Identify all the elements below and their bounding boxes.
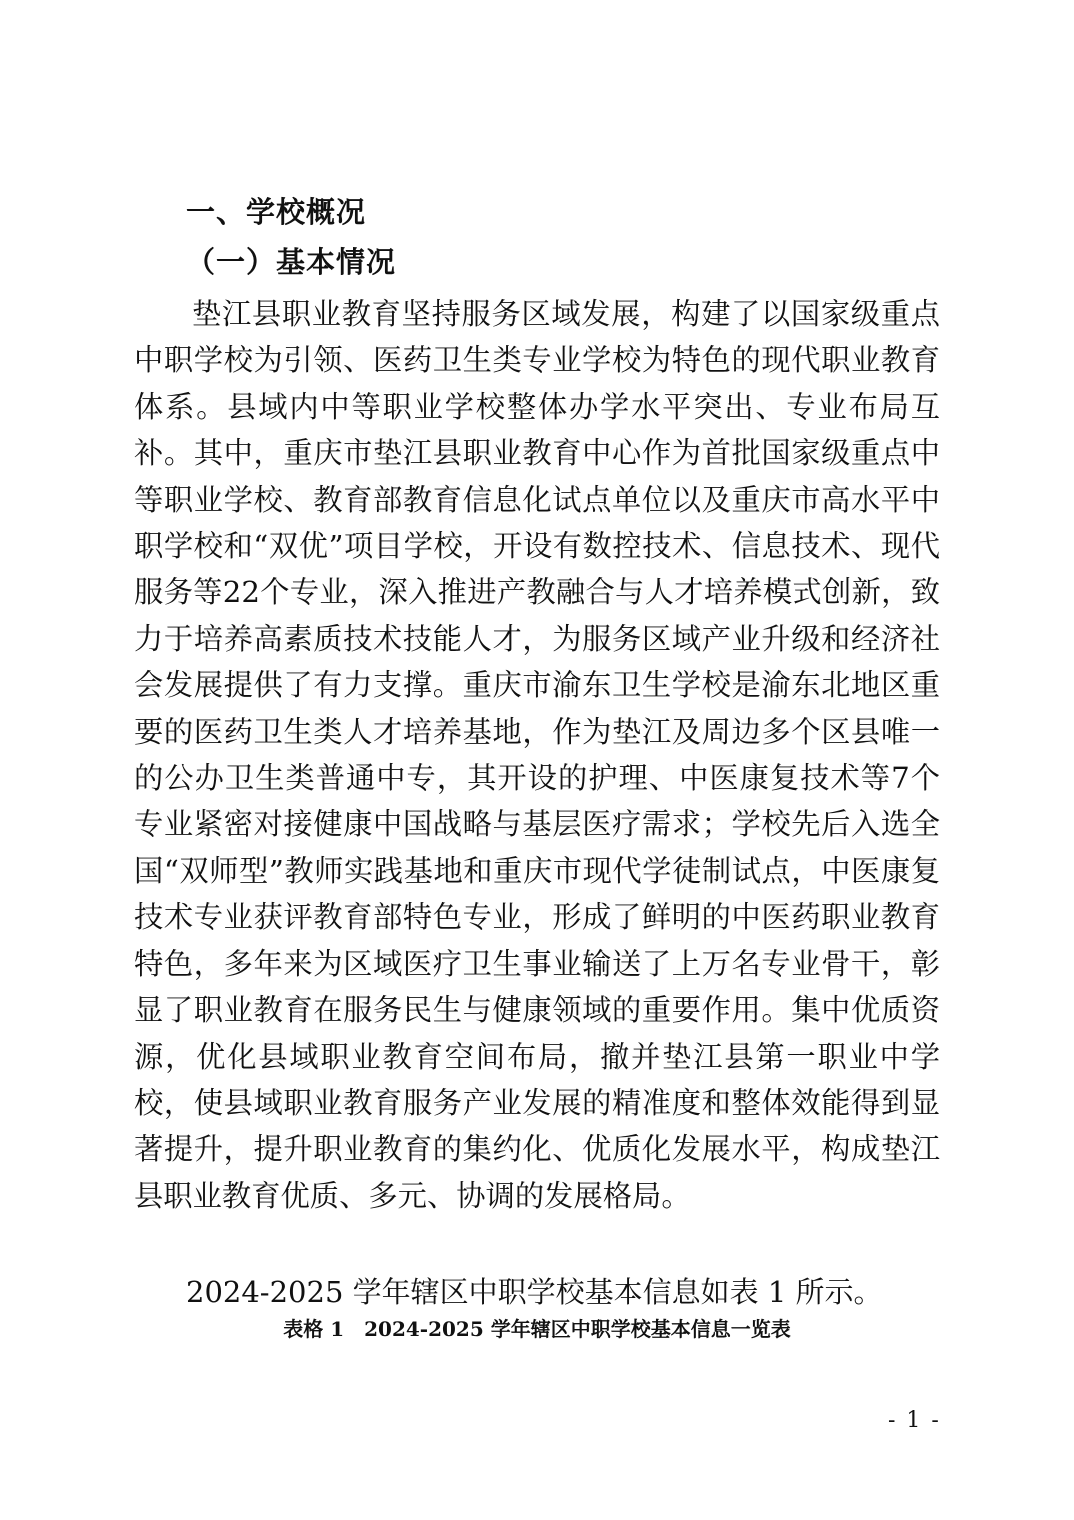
table-intro-sentence: 2024-2025 学年辖区中职学校基本信息如表 1 所示。 <box>186 1275 883 1309</box>
subsection-heading: （一）基本情况 <box>186 245 397 279</box>
table-caption: 表格 1 2024-2025 学年辖区中职学校基本信息一览表 <box>283 1317 791 1341</box>
page-number: - 1 - <box>888 1408 941 1433</box>
section-heading: 一、学校概况 <box>186 195 367 229</box>
body-paragraph: 垫江县职业教育坚持服务区域发展，构建了以国家级重点中职学校为引领、医药卫生类专业学校为特色的现代职业教育体系。县域内中等职业学校整体办学水平突出、专业布局互补。其中，重庆市垫江县职业教育中心作为首批国家级重点中等职业学校、教育部教育信息化试点单位以及重庆市高水平中职学校和“双优”项目学校，开设有数控技术、信息技术、现代服务等22个专业，深入推进产教融合与人才培养模式创新，致力于培养高素质技术技能人才，为服务区域产业升级和经济社会发展提供了有力支撑。重庆市渝东卫生学校是渝东北地区重要的医药卫生类人才培养基地，作为垫江及周边多个区县唯一的公办卫生类普通中专，其开设的护理、中医康复技术等7个专业紧密对接健康中国战略与基层医疗需求；学校先后入选全国“双师型”教师实践基地和重庆市现代学徒制试点，中医康复技术专业获评教育部特色专业，形成了鲜明的中医药职业教育特色，多年来为区域医疗卫生事业输送了上万名专业骨干，彰显了职业教育在服务民生与健康领域的重要作用。集中优质资源，优化县域职业教育空间布局，撤并垫江县第一职业中学校，使县域职业教育服务产业发展的精准度和整体效能得到显著提升，提升职业教育的集约化、优质化发展水平，构成垫江县职业教育优质、多元、协调的发展格局。 <box>134 297 940 1213</box>
